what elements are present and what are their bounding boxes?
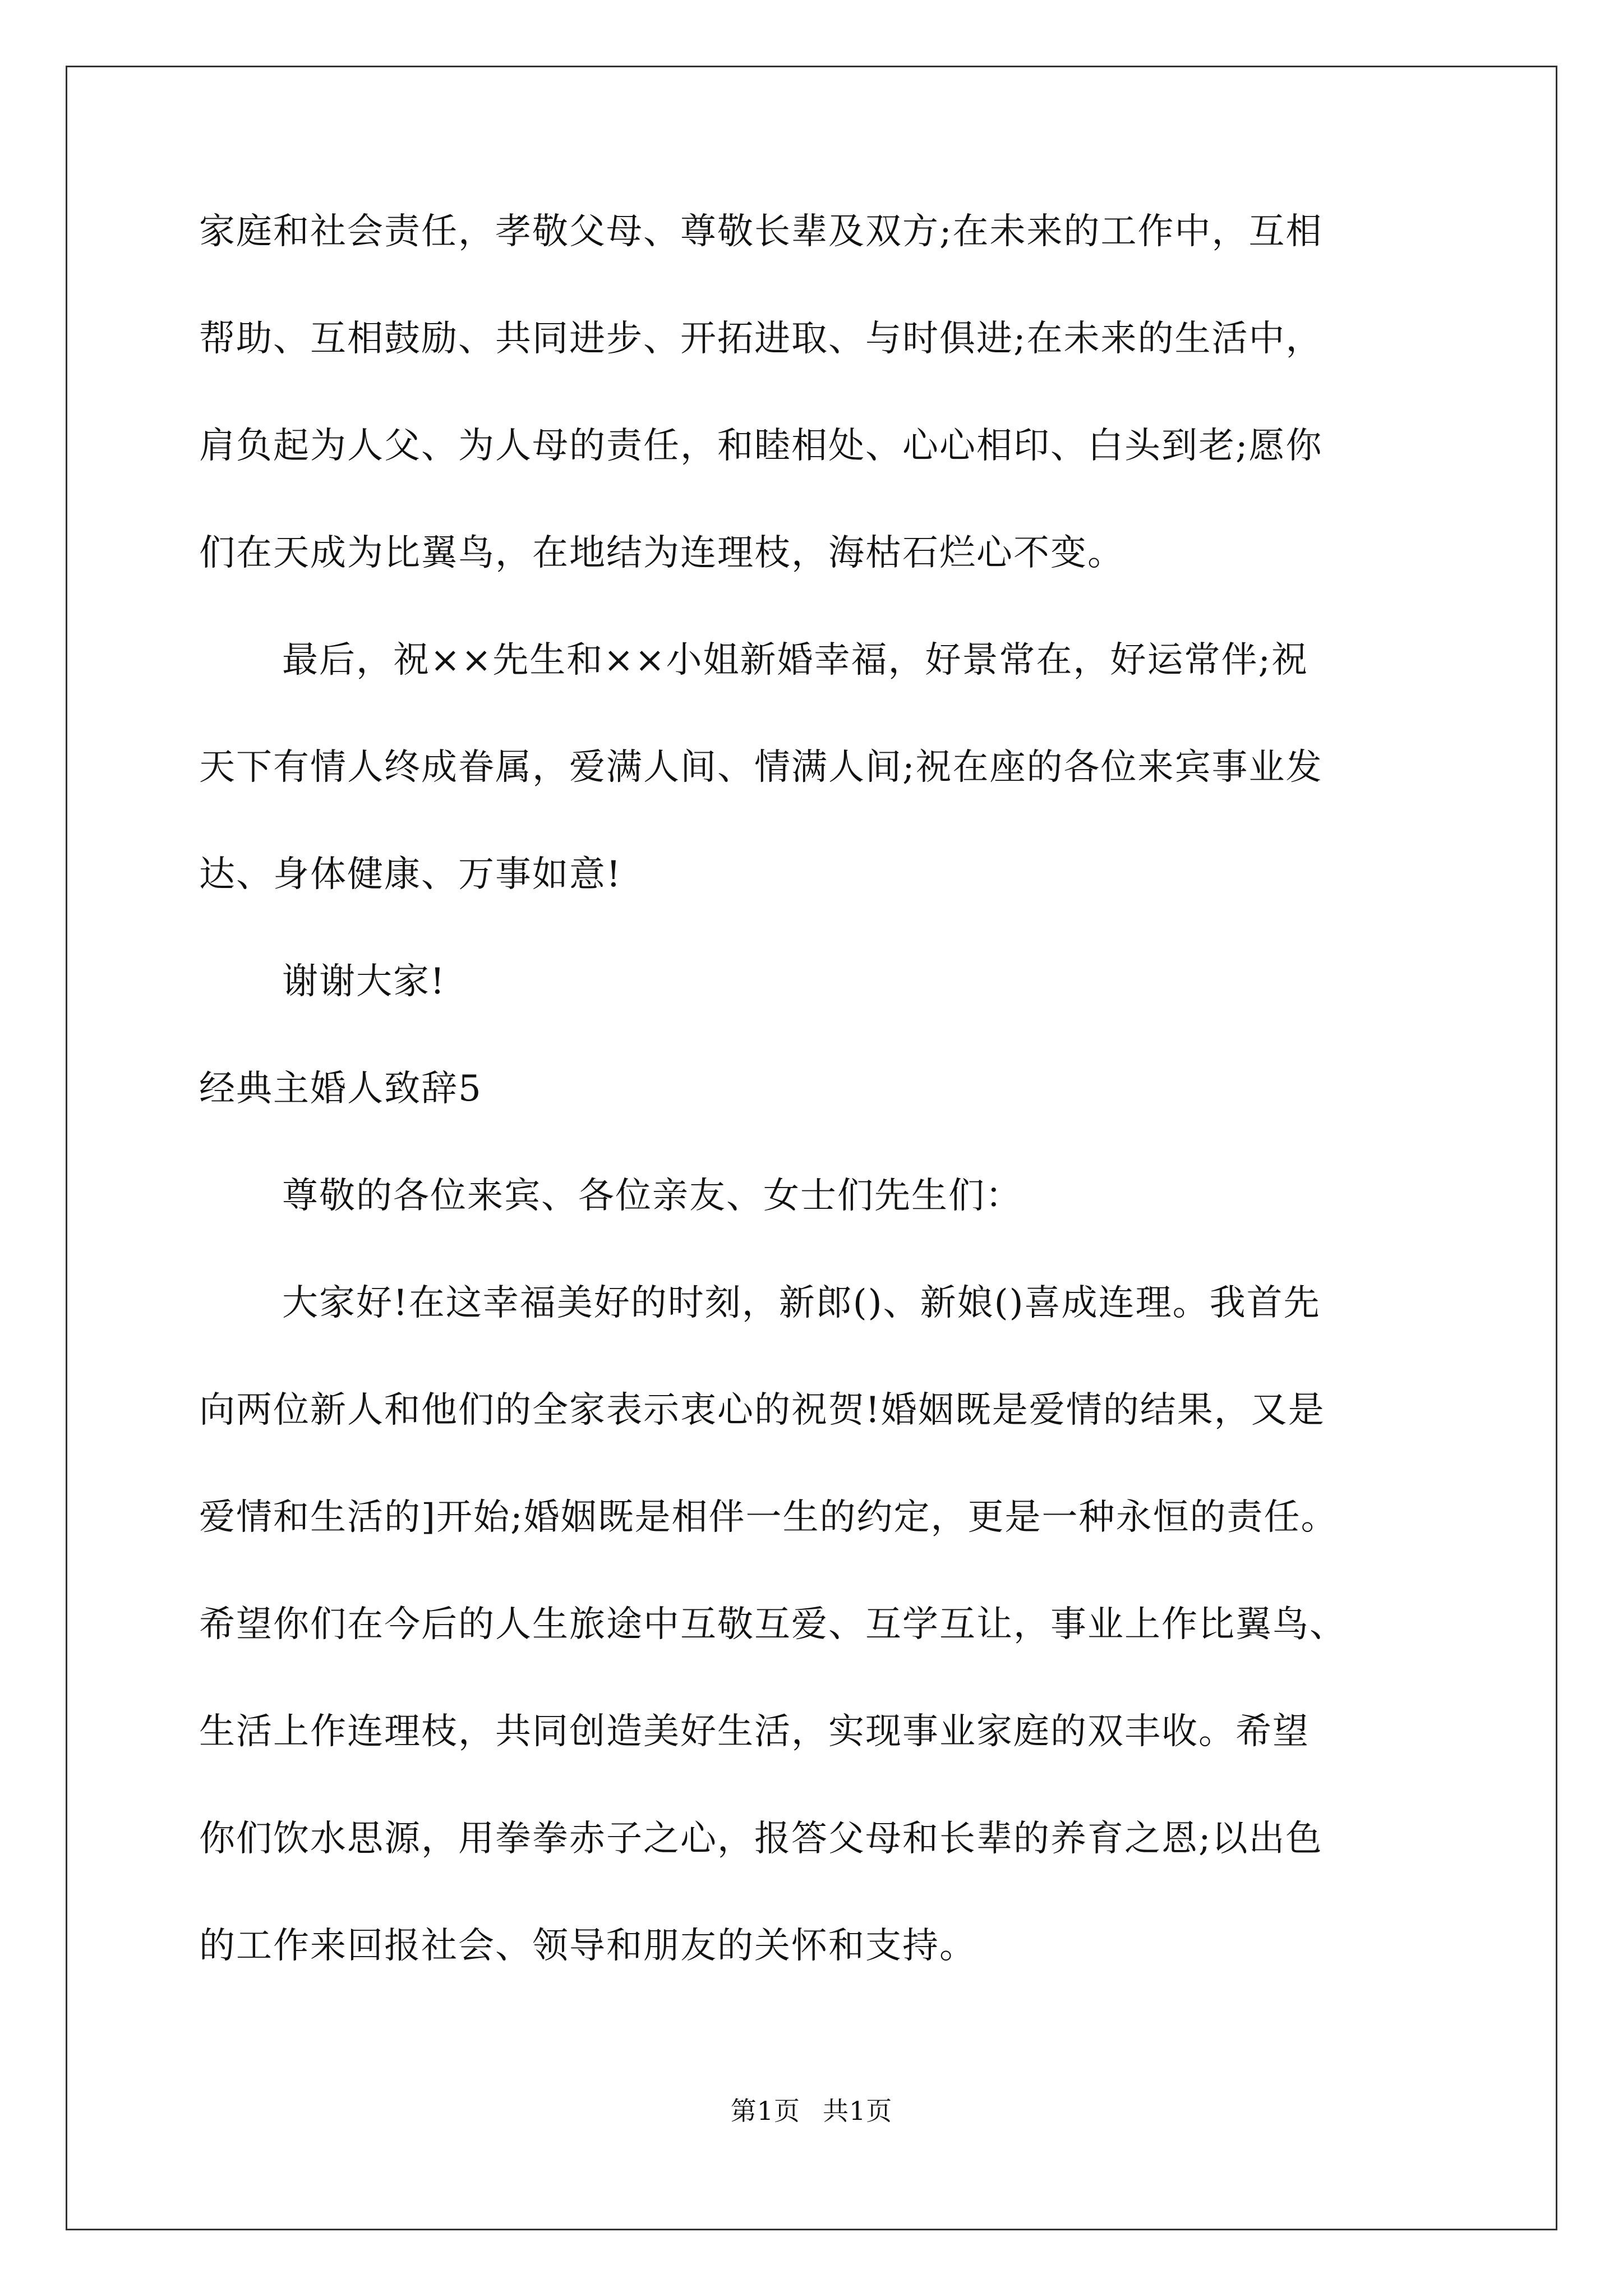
- text-line: 达、身体健康、万事如意!: [199, 854, 622, 895]
- text-line: 尊敬的各位来宾、各位亲友、女士们先生们：: [282, 1175, 1022, 1217]
- page-footer: [0, 2095, 1623, 2127]
- text-line: 们在天成为比翼鸟，在地结为连理枝，海枯石烂心不变。: [199, 532, 1124, 574]
- text-line: 大家好!在这幸福美好的时刻，新郎()、新娘()喜成连理。我首先: [282, 1282, 1321, 1324]
- text-line: 肩负起为人父、为人母的责任，和睦相处、心心相印、白头到老;愿你: [199, 425, 1323, 467]
- page-total: 共1页: [823, 2096, 893, 2126]
- document-body: [199, 210, 1433, 2032]
- text-line: 生活上作连理枝，共同创造美好生活，实现事业家庭的双丰收。希望: [199, 1711, 1310, 1752]
- section-heading: 经典主婚人致辞5: [199, 1068, 482, 1110]
- text-line: 向两位新人和他们的全家表示衷心的祝贺!婚姻既是爱情的结果，又是: [199, 1389, 1325, 1431]
- text-line: 你们饮水思源，用拳拳赤子之心，报答父母和长辈的养育之恩;以出色: [199, 1818, 1323, 1860]
- text-line: 谢谢大家!: [282, 961, 446, 1002]
- text-line: 最后，祝××先生和××小姐新婚幸福，好景常在，好运常伴;祝: [282, 639, 1309, 681]
- page-number: 第1页: [730, 2096, 800, 2126]
- text-line: 帮助、互相鼓励、共同进步、开拓进取、与时俱进;在未来的生活中，: [199, 318, 1323, 360]
- text-line: 的工作来回报社会、领导和朋友的关怀和支持。: [199, 1925, 976, 1967]
- text-line: 希望你们在今后的人生旅途中互敬互爱、互学互让，事业上作比翼鸟、: [199, 1604, 1347, 1645]
- text-line: 家庭和社会责任，孝敬父母、尊敬长辈及双方;在未来的工作中，互相: [199, 211, 1323, 252]
- text-line: 天下有情人终成眷属，爱满人间、情满人间;祝在座的各位来宾事业发: [199, 747, 1323, 788]
- text-line: 爱情和生活的]开始;婚姻既是相伴一生的约定，更是一种永恒的责任。: [199, 1497, 1338, 1538]
